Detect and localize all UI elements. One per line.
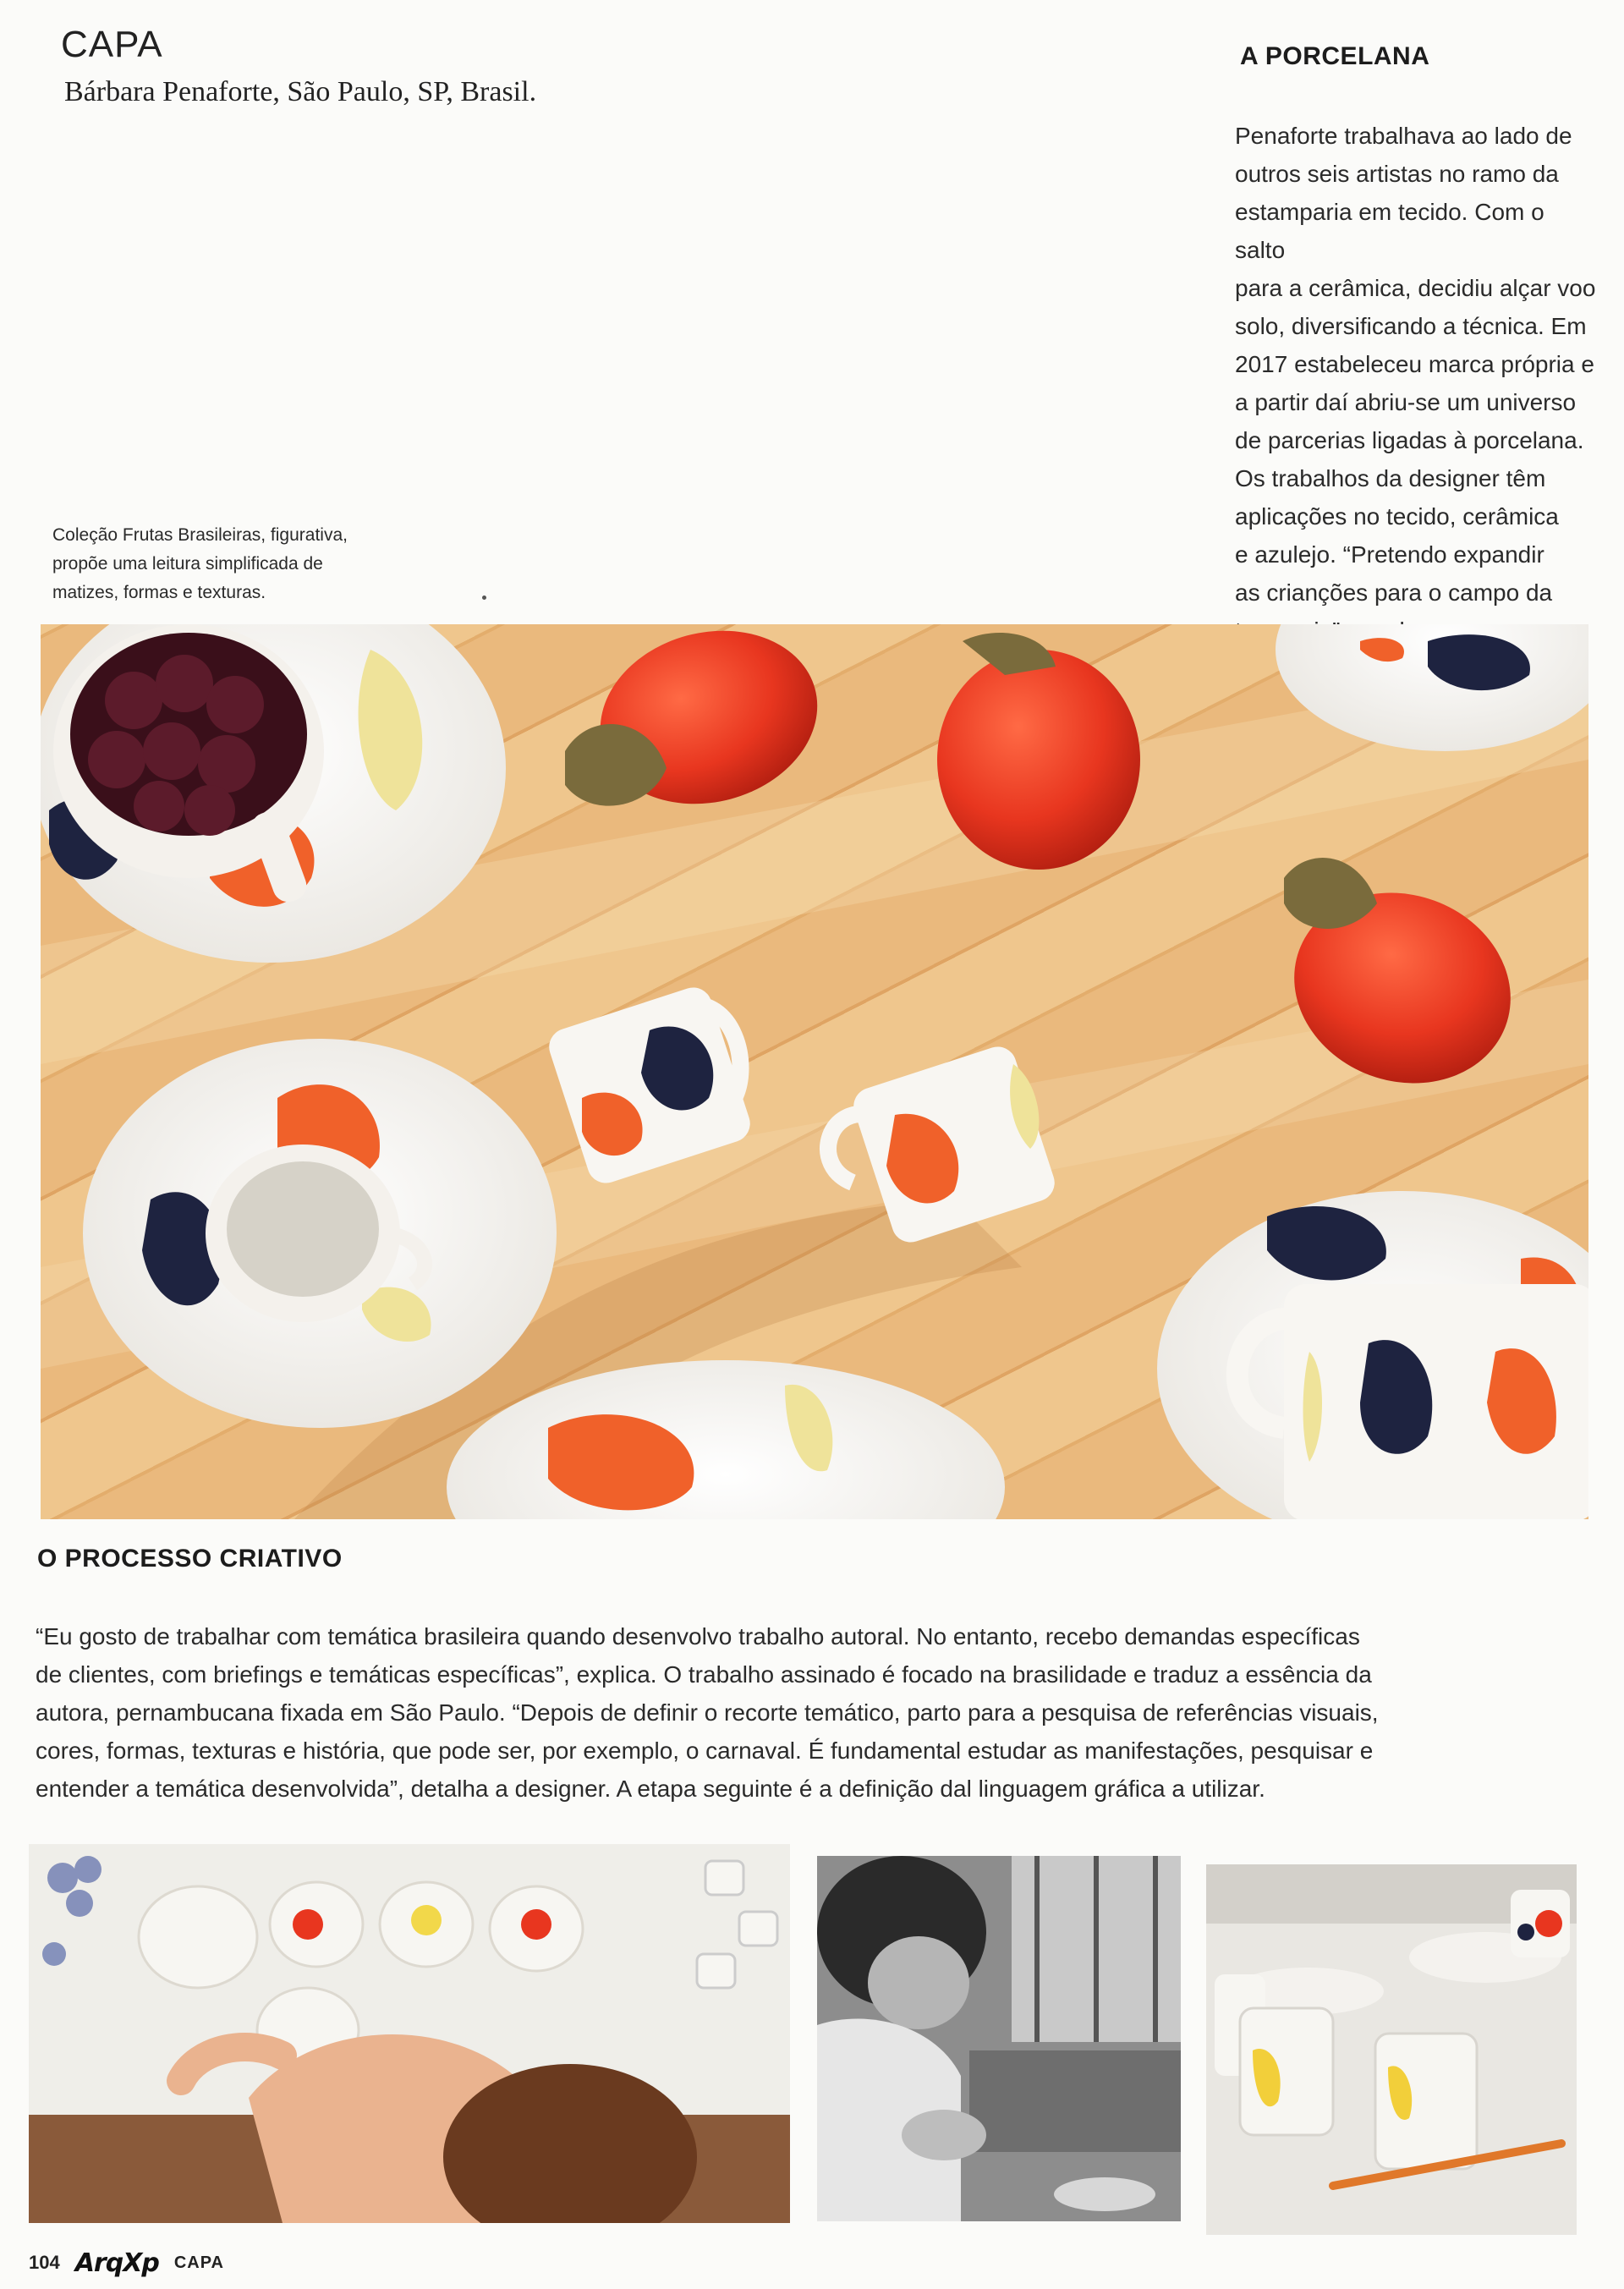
section-kicker: CAPA bbox=[61, 24, 163, 65]
sidebar-line: solo, diversificando a técnica. Em bbox=[1235, 313, 1587, 339]
sidebar-line: outros seis artistas no ramo da bbox=[1235, 161, 1559, 187]
body-text bbox=[36, 1617, 1389, 1808]
page-number: 104 bbox=[29, 2252, 60, 2273]
photo-a-illustration bbox=[29, 1844, 790, 2223]
magazine-logo: ArqXp bbox=[74, 2248, 159, 2278]
photo-designer-painting bbox=[29, 1844, 790, 2223]
sidebar-line: para a cerâmica, decidiu alçar voo bbox=[1235, 275, 1596, 301]
photo-designer-studio-bw bbox=[817, 1856, 1181, 2221]
footer-section-label: CAPA bbox=[173, 2253, 224, 2272]
caption-line: propõe uma leitura simplificada de bbox=[52, 554, 323, 574]
body-line: entender a temática desenvolvida”, detalha a designer. A etapa seguinte é a definição dal linguagem gráfica a utilizar. bbox=[36, 1776, 1265, 1802]
sidebar-heading: A PORCELANA bbox=[1240, 42, 1430, 70]
sidebar-line: de parcerias ligadas à porcelana. bbox=[1235, 427, 1584, 453]
photo-b-illustration bbox=[817, 1856, 1181, 2221]
sidebar-line: e azulejo. “Pretendo expandir bbox=[1235, 541, 1544, 568]
sidebar-line: aplicações no tecido, cerâmica bbox=[1235, 503, 1559, 530]
main-photo-illustration bbox=[41, 624, 1588, 1519]
body-line: de clientes, com briefings e temáticas específicas”, explica. O trabalho assinado é focado na brasilidade e traduz a essência da bbox=[36, 1661, 1372, 1688]
caption-line: Coleção Frutas Brasileiras, figurativa, bbox=[52, 525, 348, 545]
sidebar-line: estamparia em tecido. Com o salto bbox=[1235, 199, 1544, 263]
body-line: autora, pernambucana fixada em São Paulo. “Depois de definir o recorte temático, parto para a pesquisa de referências visuais, bbox=[36, 1699, 1379, 1726]
sidebar-line: Penaforte trabalhava ao lado de bbox=[1235, 123, 1572, 149]
caption-line: matizes, formas e texturas. bbox=[52, 583, 266, 602]
body-line: cores, formas, texturas e história, que pode ser, por exemplo, o carnaval. É fundamental estudar as manifestações, pesquisar e bbox=[36, 1737, 1374, 1764]
photo-caption bbox=[52, 521, 408, 607]
sidebar-line: Os trabalhos da designer têm bbox=[1235, 465, 1546, 491]
byline: Bárbara Penaforte, São Paulo, SP, Brasil. bbox=[64, 76, 537, 107]
body-line: “Eu gosto de trabalhar com temática brasileira quando desenvolvo trabalho autoral. No entanto, recebo demandas específicas bbox=[36, 1623, 1360, 1650]
section-heading-creative-process: O PROCESSO CRIATIVO bbox=[37, 1545, 343, 1573]
sidebar-line: 2017 estabeleceu marca própria e bbox=[1235, 351, 1594, 377]
sidebar-text bbox=[1235, 117, 1599, 688]
photo-c-illustration bbox=[1206, 1864, 1577, 2235]
sidebar-line: as crianções para o campo da bbox=[1235, 579, 1553, 606]
main-photo-porcelain-table bbox=[41, 624, 1588, 1519]
photo-mugs-table bbox=[1206, 1864, 1577, 2235]
sidebar-line: a partir daí abriu-se um universo bbox=[1235, 389, 1577, 415]
page-footer bbox=[29, 2248, 224, 2278]
stray-dot bbox=[482, 596, 486, 600]
